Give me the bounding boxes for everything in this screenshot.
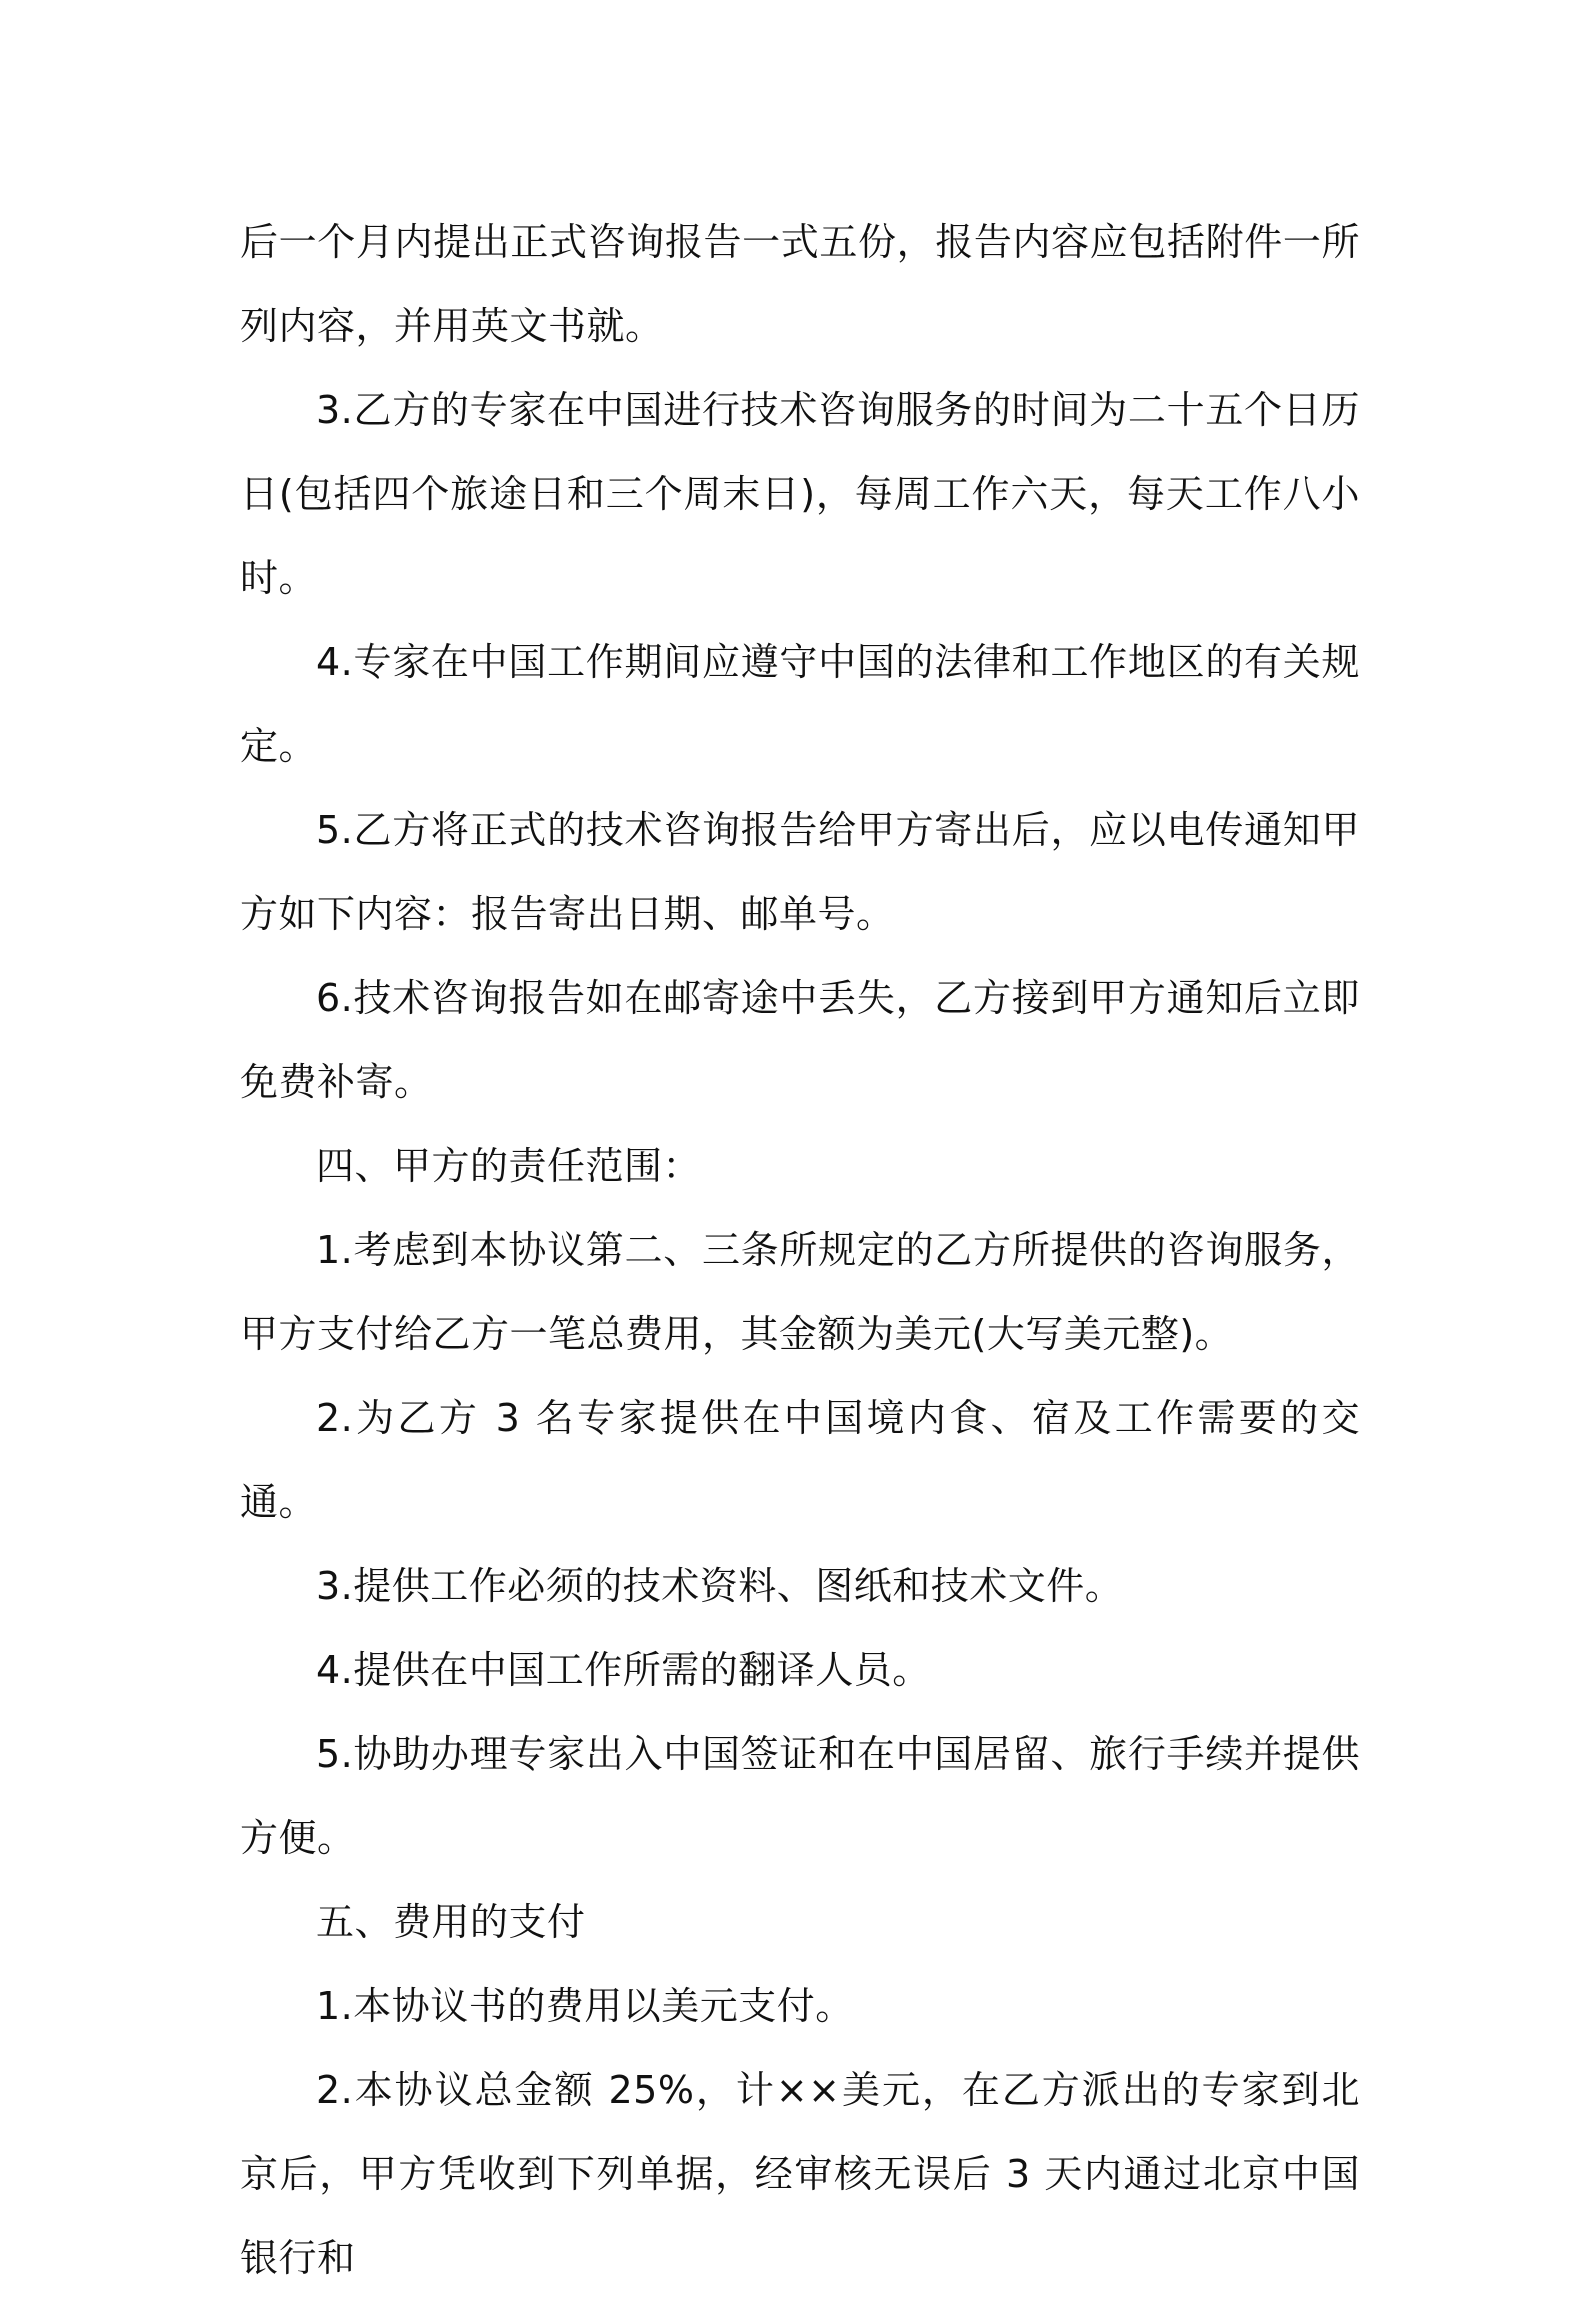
paragraph-9: 3.提供工作必须的技术资料、图纸和技术文件。 xyxy=(316,1564,1124,1608)
paragraph-10: 4.提供在中国工作所需的翻译人员。 xyxy=(316,1648,931,1692)
section-heading-5: 五、费用的支付 xyxy=(316,1900,586,1944)
paragraph-3: 4.专家在中国工作期间应遵守中国的法律和工作地区的有关规定。 xyxy=(240,640,1360,768)
paragraph-1: 后一个月内提出正式咨询报告一式五份，报告内容应包括附件一所列内容，并用英文书就。 xyxy=(240,220,1360,348)
paragraph-7: 1.考虑到本协议第二、三条所规定的乙方所提供的咨询服务，甲方支付给乙方一笔总费用，其金额为美元(大写美元整)。 xyxy=(240,1228,1360,1356)
paragraph-5: 6.技术咨询报告如在邮寄途中丢失，乙方接到甲方通知后立即免费补寄。 xyxy=(240,976,1360,1104)
paragraph-8: 2.为乙方 3 名专家提供在中国境内食、宿及工作需要的交通。 xyxy=(240,1396,1360,1524)
section-heading-4: 四、甲方的责任范围： xyxy=(316,1144,702,1188)
paragraph-4: 5.乙方将正式的技术咨询报告给甲方寄出后，应以电传通知甲方如下内容：报告寄出日期、邮单号。 xyxy=(240,808,1360,936)
document-body xyxy=(240,200,1360,2300)
paragraph-11: 5.协助办理专家出入中国签证和在中国居留、旅行手续并提供方便。 xyxy=(240,1732,1360,1860)
paragraph-13: 1.本协议书的费用以美元支付。 xyxy=(316,1984,854,2028)
paragraph-2: 3.乙方的专家在中国进行技术咨询服务的时间为二十五个日历日(包括四个旅途日和三个周末日)，每周工作六天，每天工作八小时。 xyxy=(240,388,1360,600)
paragraph-14: 2.本协议总金额 25%，计××美元，在乙方派出的专家到北京后，甲方凭收到下列单据，经审核无误后 3 天内通过北京中国银行和 xyxy=(240,2068,1360,2280)
